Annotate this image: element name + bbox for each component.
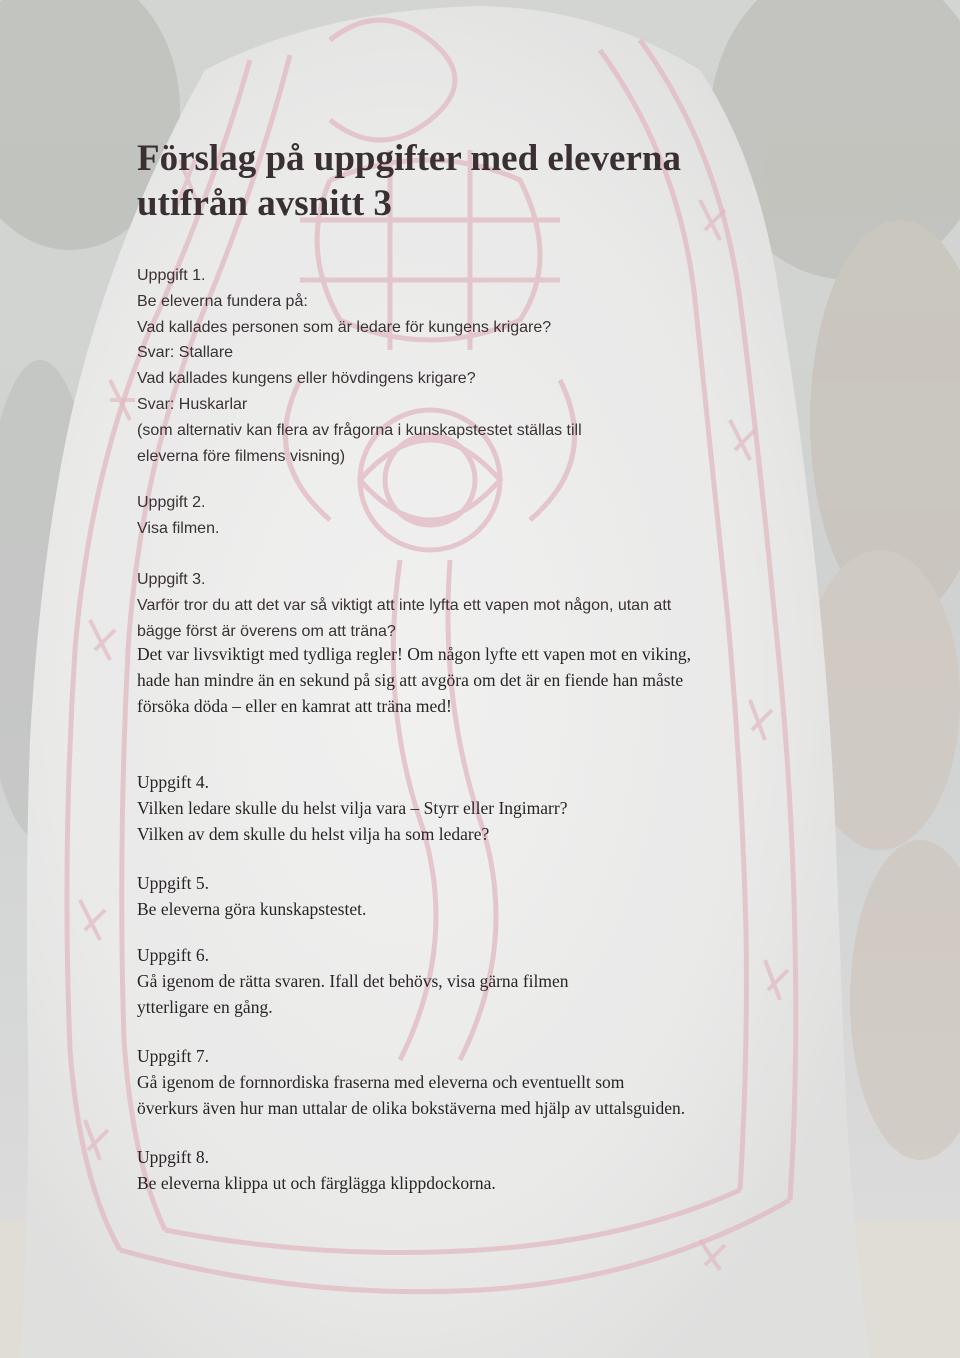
task-3-answer-line: Det var livsviktigt med tydliga regler! Om någon lyfte ett vapen mot en viking, [137, 644, 692, 664]
task-6-line: ytterligare en gång. [137, 996, 273, 1017]
title-line-1: Förslag på uppgifter med eleverna [137, 138, 681, 179]
task-1 [137, 263, 582, 469]
task-3 [137, 567, 671, 644]
title-line-2: utifrån avsnitt 3 [137, 183, 392, 224]
task-7-line: Gå igenom de fornnordiska fraserna med eleverna och eventuellt som [137, 1071, 625, 1092]
task-5 [137, 871, 366, 923]
task-2-heading: Uppgift 2. [137, 494, 206, 511]
task-7 [137, 1044, 685, 1121]
task-7-line: överkurs även hur man uttalar de olika bokstäverna med hjälp av uttalsguiden. [137, 1097, 686, 1118]
task-2 [137, 490, 219, 542]
task-1-line: eleverna före filmens visning) [137, 447, 346, 465]
page-title [137, 136, 681, 226]
task-1-line: Svar: Huskarlar [137, 395, 248, 413]
task-5-heading: Uppgift 5. [137, 873, 209, 893]
task-4-line: Vilken av dem skulle du helst vilja ha som ledare? [137, 823, 490, 844]
task-3-line: bägge först är överens om att träna? [137, 622, 396, 640]
task-6-heading: Uppgift 6. [137, 945, 209, 965]
task-3-heading: Uppgift 3. [137, 571, 206, 588]
task-4 [137, 770, 567, 847]
task-3-answer-line: hade han mindre än en sekund på sig att avgöra om det är en fiende han måste [137, 669, 684, 690]
task-1-line: (som alternativ kan flera av frågorna i kunskapstestet ställas till [137, 421, 582, 439]
task-1-line: Vad kallades personen som är ledare för kungens krigare? [137, 318, 552, 336]
task-3-answer [137, 642, 691, 719]
task-2-line: Visa filmen. [137, 519, 220, 537]
task-1-heading: Uppgift 1. [137, 267, 206, 284]
task-1-line: Svar: Stallare [137, 344, 234, 362]
task-5-line: Be eleverna göra kunskapstestet. [137, 898, 367, 919]
task-4-line: Vilken ledare skulle du helst vilja vara – Styrr eller Ingimarr? [137, 797, 568, 818]
task-3-answer-line: försöka döda – eller en kamrat att träna med! [137, 695, 452, 716]
task-7-heading: Uppgift 7. [137, 1046, 209, 1066]
task-6-line: Gå igenom de rätta svaren. Ifall det behövs, visa gärna filmen [137, 970, 569, 991]
task-3-line: Varför tror du att det var så viktigt att inte lyfta ett vapen mot någon, utan att [137, 596, 672, 614]
task-8-heading: Uppgift 8. [137, 1147, 209, 1167]
task-6 [137, 943, 569, 1020]
task-8-line: Be eleverna klippa ut och färglägga klippdockorna. [137, 1172, 496, 1193]
task-8 [137, 1145, 496, 1197]
task-4-heading: Uppgift 4. [137, 772, 209, 792]
task-1-line: Vad kallades kungens eller hövdingens krigare? [137, 370, 476, 388]
task-1-line: Be eleverna fundera på: [137, 292, 308, 310]
